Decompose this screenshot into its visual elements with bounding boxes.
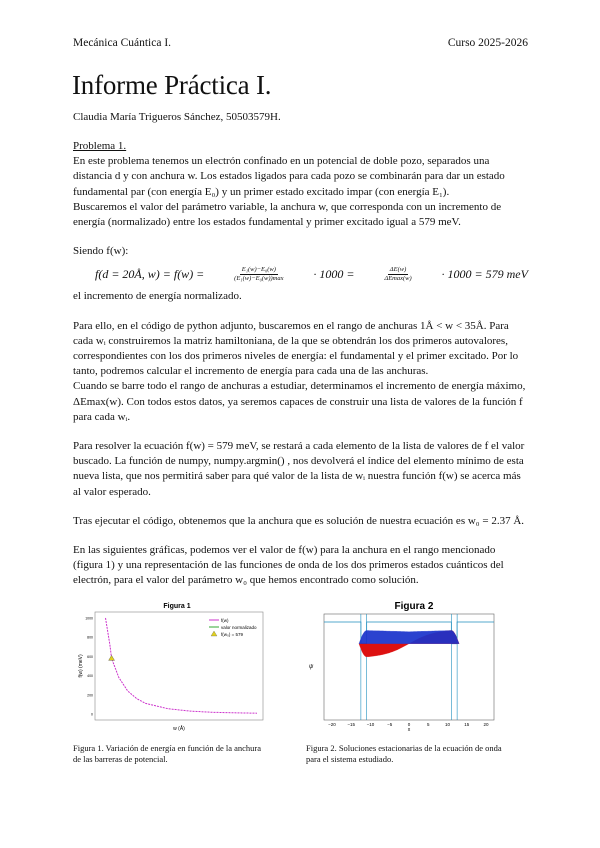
figure-1-ytick-label: 200 (87, 693, 93, 698)
figure-1-xlabel: w (Å) (173, 726, 185, 732)
equation-rhs: · 1000 = 579 meV (441, 266, 528, 281)
figure-2-xtick-label: 15 (464, 722, 470, 727)
paragraph-sweep: Cuando se barre todo el rango de anchuras a estudiar, determinamos el incremento de energía máximo, ΔEmax(w). Con todos estos datos, ya seremos capaces de construir una lista de valores de la función f para cada wᵢ. (73, 380, 526, 423)
figure-1 (73, 598, 265, 765)
figure-1-ytick-label: 0 (91, 712, 93, 717)
header-course-name: Mecánica Cuántica I. (73, 37, 172, 49)
figure-2-xtick-label: −20 (328, 722, 336, 727)
figure-1-title: Figura 1 (163, 603, 191, 610)
figure-2-psi0 (359, 631, 459, 644)
problem-heading: Problema 1. (73, 140, 127, 152)
figures-row (73, 598, 528, 778)
legend-label-curve: f(w) (221, 618, 229, 623)
paragraph-result: Tras ejecutar el código, obtenemos que la anchura que es solución de nuestra ecuación es w₀ = 2.37 Å. (73, 514, 525, 527)
figure-2-xtick-label: 0 (407, 722, 411, 727)
paragraph-figures: En las siguientes gráficas, podemos ver el valor de f(w) para la anchura en el rango mencionado (figura 1) y una representación de las funciones de onda de los dos primeros estados cuánticos del electrón, para el valor del parámetro w₀ que hemos encontrado como solución. (73, 544, 504, 587)
figure-1-ylabel: f(w) (meV) (78, 654, 84, 678)
document-title: Informe Práctica I. (72, 70, 272, 100)
figure-2-xlabel: x (407, 727, 411, 733)
figure-1-ytick-label: 1000 (85, 616, 93, 621)
equation (95, 259, 528, 289)
figure-2-xtick-label: 20 (483, 722, 489, 727)
figure-1-caption: Figura 1. Variación de energía en función de la anchura de las barreras de potencial. (73, 743, 262, 764)
figure-1-ytick-label: 400 (87, 674, 93, 679)
figure-2-caption: Figura 2. Soluciones estacionarias de la ecuación de onda para el sistema estudiado. (306, 743, 502, 764)
figure-2-xtick-label: −15 (347, 722, 356, 727)
figure-1-ytick-label: 800 (87, 635, 93, 640)
figure-2-xtick-label: −10 (366, 722, 375, 727)
equation-fraction-2: $\frac{\Delta E(w)}{\Delta Emax(w)}$ (384, 265, 412, 282)
figure-2-title: Figura 2 (394, 601, 434, 612)
equation-fraction-1: $\frac{\text{E₁(w)−E₀(w)}}{\text{(E₁(w)−E₀(w))max}}$ (234, 265, 284, 282)
figure-2-xtick-label: 5 (426, 722, 430, 727)
author-line: Claudia María Trigueros Sánchez, 50503579H. (73, 111, 281, 123)
document-body (73, 139, 528, 589)
legend-label-point: f(w₀) = 579 (221, 632, 244, 637)
paragraph-intro: En este problema tenemos un electrón confinado en un potencial de doble pozo, separados una distancia d y con anchura w. Los estados ligados para cada pozo se combinarán para dar un estado fundamental par (con energía E₀) y un primer estado excitado impar (con energía E₁). (73, 155, 505, 198)
paragraph-solve: Para resolver la ecuación f(w) = 579 meV, se restará a cada elemento de la lista de valores de f el valor buscado. La función de numpy, numpy.argmin() , nos devolverá el índice del elemento mínimo de esta nueva lista, que nos permitirá saber para qué valor de la lista de wᵢ nuestra función f(w) se acerca más al valor esperado. (73, 440, 525, 498)
equation-lhs: f(d = 20Å, w) = f(w) = (95, 266, 205, 281)
equation-mid: · 1000 = (313, 266, 355, 281)
legend-label-normalized: valor normalizado (221, 625, 257, 630)
header-course-year: Curso 2025-2026 (447, 37, 528, 49)
paragraph-method: Para ello, en el código de python adjunto, buscaremos en el rango de anchuras 1Å < w < 35Å. Para cada wᵢ construiremos la matriz hamiltoniana, de la que se obtendrán los dos primeros autovalores, correspondientes con los dos primeros niveles de energía: el fundamental y el primer excitado. Por lo tanto, podremos calcular el incremento de energía para cada una de las anchuras. (73, 319, 519, 378)
paragraph-siendo: Siendo f(w): (73, 245, 129, 258)
figure-2-axes (324, 614, 494, 720)
figure-2 (306, 598, 502, 765)
figure-2-xtick-label: 10 (444, 722, 451, 727)
figure-2-ylabel: ψ (309, 664, 314, 670)
figure-2-chart (306, 598, 502, 734)
paragraph-goal: Buscaremos el valor del parámetro variable, la anchura w, que corresponda con un incremento de energía (normalizado) entre los estados fundamental y primer excitado igual a 579 meV. (73, 200, 502, 229)
figure-1-chart (73, 598, 265, 734)
figure-1-yticks (85, 617, 93, 717)
figure-1-ytick-label: 600 (87, 654, 93, 659)
figure-2-xtick-label: −5 (387, 722, 393, 727)
paragraph-after-equation: el incremento de energía normalizado. (73, 290, 242, 303)
